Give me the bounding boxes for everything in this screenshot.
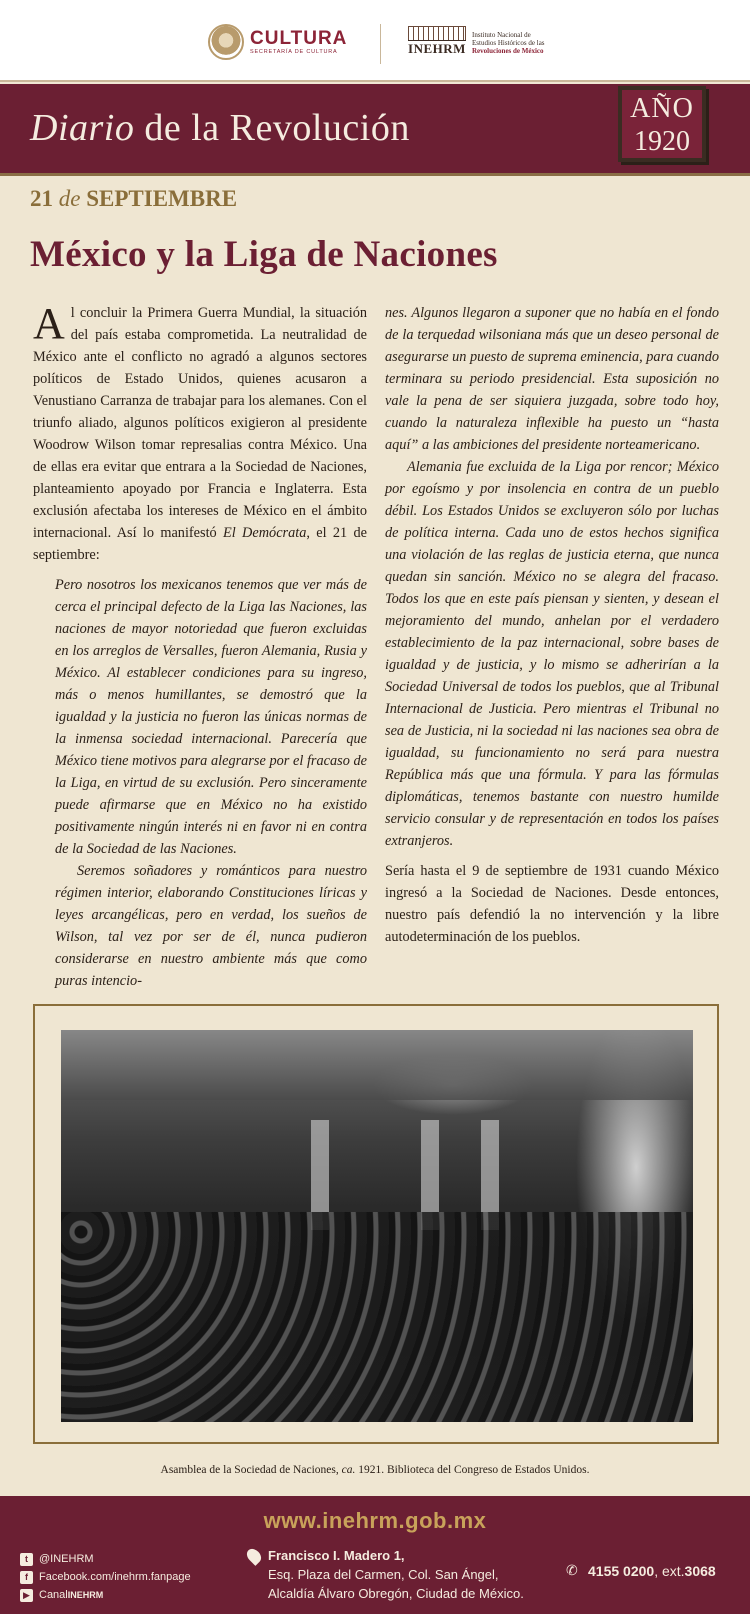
photo-frame <box>33 1004 719 1444</box>
twitter-link[interactable] <box>20 1550 191 1568</box>
newspaper-name: El Demócrata <box>223 525 307 541</box>
phone-icon: ✆ <box>566 1562 578 1578</box>
cultura-subtitle: SECRETARÍA DE CULTURA <box>250 49 338 55</box>
date-de: de <box>58 186 81 211</box>
ext-label: , ext. <box>654 1562 685 1579</box>
intro-text: l concluir la Primera Guerra Mundial, la situación del país estaba comprometida. La neutralidad de México ante el conflicto no agradó a algunos sectores políticos de Estado Unidos, quienes acusaron a Venustiano Carranza de trabajar para los alemanes. Con el triunfo aliado, algunos políticos exigieron al presidente Woodrow Wilson tomar represalias contra México. Una de ellas era evitar que entrara a la Sociedad de Naciones, planteamiento apoyado por Francia e Inglaterra. Esta exclusión afectaba los intereses de México en el ámbito internacional. Así lo manifestó <box>33 305 367 541</box>
facebook-url: Facebook.com/inehrm.fanpage <box>39 1571 191 1583</box>
photo-caption <box>0 1464 750 1476</box>
date-line <box>30 186 237 212</box>
cultura-logo <box>208 22 347 62</box>
phone-contact[interactable] <box>566 1562 716 1579</box>
year-value: 1920 <box>634 126 690 157</box>
phone-ext: 3068 <box>684 1562 716 1579</box>
location-pin-icon <box>244 1546 264 1566</box>
inehrm-line-1: Instituto Nacional de <box>472 31 531 39</box>
assembly-photo <box>61 1030 693 1422</box>
banner-title <box>30 106 410 150</box>
banner-title-italic: Diario <box>30 107 135 149</box>
quote-paragraph-2-continued: nes. Algunos llegaron a suponer que no había en el fondo de la terquedad wilsoniana más que un deseo personal de asegurarse un puesto de suprema eminencia, para cuando terminara su periodo presidencial. Esta suposición no vale la pena de ser siquiera juzgada, sobre todo hoy, cuando la naturaleza inflexible ha puesto un “hasta aquí” a las ambiciones del presidente norteamericano. <box>385 305 719 453</box>
twitter-handle: @INEHRM <box>39 1553 94 1565</box>
mexico-emblem-icon <box>208 24 244 60</box>
youtube-prefix: Canal <box>39 1589 68 1601</box>
quote-paragraph-3: Alemania fue excluida de la Liga por rencor; México por egoísmo y por insolencia en contra de un pueblo débil. Los Estados Unidos se excluyeron sólo por luchas de política interna. Cada uno de estos hechos significa una violación de las reglas de justicia eterna, que nunca quedan sin sanción. México no se alegra del fracaso. Todos los que en este país piensan y sienten, y desean el mejoramiento del mundo, anhelan por el verdadero establecimiento de la paz internacional, sobre bases de igualdad y de justicia, y lo mismo se adherirían a la Sociedad Universal de todos los pueblos, que al Tribunal Internacional de Justicia. Pero mientras el Tribunal no sea de Justicia, ni la sociedad ni las naciones sea obra de igualdad, su funcionamiento no será para nuestra República más que una fórmula. Y para las fórmulas diplomáticas, tenemos bastante con nuestro humilde servicio consular y de representación en todos los países extranjeros. <box>385 459 719 849</box>
banner-title-rest: de la Revolución <box>134 107 410 149</box>
caption-ca: ca. <box>341 1464 356 1476</box>
article-right-column <box>385 302 719 948</box>
year-label: AÑO <box>630 93 694 124</box>
phone-number: 4155 0200 <box>588 1562 655 1579</box>
top-logo-bar <box>0 0 750 82</box>
inehrm-label: INEHRM <box>408 41 466 56</box>
intro-end: , el 21 de septiembre: <box>33 525 367 563</box>
year-box <box>618 86 706 162</box>
quote-block <box>55 574 367 992</box>
article-left-column <box>33 299 367 992</box>
closing-paragraph: Sería hasta el 9 de septiembre de 1931 cuando México ingresó a la Sociedad de Naciones. Desde entonces, nuestro país defendió la no intervención y la libre autodeterminación de los pueblos. <box>385 863 719 945</box>
logo-divider <box>380 24 381 64</box>
facebook-icon: f <box>20 1571 33 1584</box>
cultura-title: CULTURA <box>250 28 348 49</box>
youtube-name: INEHRM <box>67 1590 104 1600</box>
intro-paragraph <box>33 299 367 566</box>
social-links <box>20 1550 191 1604</box>
address-line-2: Esq. Plaza del Carmen, Col. San Ángel, <box>268 1567 499 1582</box>
address <box>248 1546 524 1603</box>
website-link[interactable]: www.inehrm.gob.mx <box>263 1508 487 1533</box>
twitter-icon: t <box>20 1553 33 1566</box>
caption-start: Asamblea de la Sociedad de Naciones, <box>160 1464 342 1476</box>
inehrm-line-2: Estudios Históricos de las <box>472 39 545 47</box>
address-line-3: Alcaldía Álvaro Obregón, Ciudad de México. <box>268 1586 524 1601</box>
quote-paragraph-2: Seremos soñadores y románticos para nuestro régimen interior, elaborando Constituciones líricas y leyes arcangélicas, pero en verdad, los sueños de Wilson, tal vez por ser de él, nunca pudieron considerarse en nuestro ambiente más que como puras intencio- <box>55 863 367 989</box>
inehrm-logo <box>408 26 552 60</box>
dropcap: A <box>33 299 65 348</box>
youtube-link[interactable] <box>20 1586 191 1604</box>
inehrm-full-name <box>472 31 552 55</box>
date-day: 21 <box>30 186 53 211</box>
date-month: SEPTIEMBRE <box>86 186 238 211</box>
quote-paragraph-1: Pero nosotros los mexicanos tenemos que ver más de cerca el principal defecto de la Liga las Naciones, las naciones de mayor notoriedad que fueron excluidas en los arreglos de Versalles, fueron Alemania, Rusia y México. Al establecer condiciones para su ingreso, más o menos humillantes, se demostró que la igualdad y la justicia no fueron las únicas normas de la inmensa sociedad internacional. Parecería que México tiene motivos para alegrarse por el fracaso de la Liga, en virtud de su exclusión. Pero sinceramente puede afirmarse que en México no ha existido positivamente ningún interés ni en favor ni en contra de la Sociedad de las Naciones. <box>55 577 367 857</box>
facebook-link[interactable] <box>20 1568 191 1586</box>
headline: México y la Liga de Naciones <box>30 234 498 275</box>
caption-end: 1921. Biblioteca del Congreso de Estados Unidos. <box>355 1464 590 1476</box>
footer <box>0 1496 750 1614</box>
building-icon <box>408 26 466 60</box>
inehrm-line-3: Revoluciones de México <box>472 47 544 55</box>
address-line-1: Francisco I. Madero 1, <box>268 1548 405 1563</box>
youtube-icon: ▶ <box>20 1589 33 1602</box>
